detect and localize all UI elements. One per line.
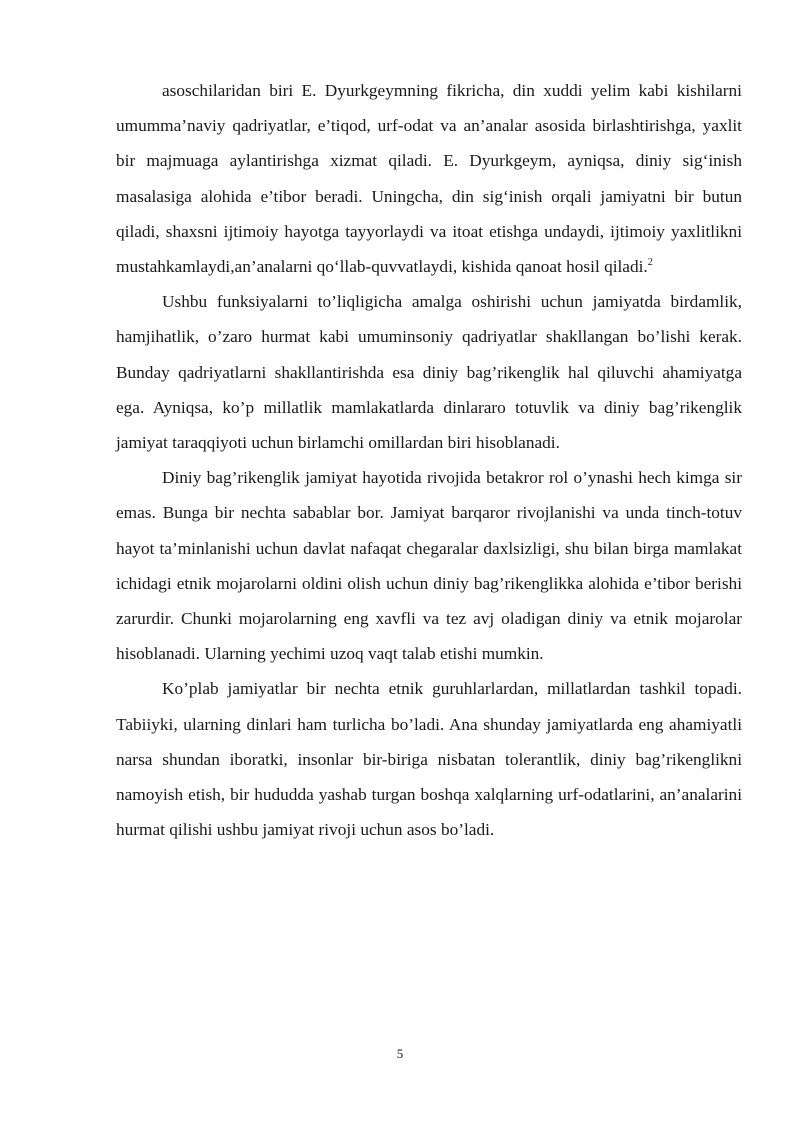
paragraph-1-text: asoschilaridan biri E. Dyurkgeymning fikricha, din xuddi yelim kabi kishilarni umumma’naviy qadriyatlar, e’tiqod, urf-odat va an’analar asosida birlashtirishga, yaxlit bir majmuaga aylantirishga xizmat qiladi. E. Dyurkgeym, ayniqsa, diniy sig‘inish masalasiga alohida e’tibor beradi. Uningcha, din sig‘inish orqali jamiyatni bir butun qiladi, shaxsni ijtimoiy hayotga tayyorlaydi va itoat etishga undaydi, ijtimoiy yaxlitlikni mustahkamlaydi,an’analarni qo‘llab-quvvatlaydi, kishida qanoat hosil qiladi.: [116, 81, 742, 277]
paragraph-3: [116, 460, 742, 671]
footnote-marker[interactable]: 2: [647, 257, 653, 269]
paragraph-3-text: Diniy bag’rikenglik jamiyat hayotida rivojida betakror rol o’ynashi hech kimga sir emas. Bunga bir nechta sabablar bor. Jamiyat barqaror rivojlanishi va unda tinch-totuv hayot ta’minlanishi uchun davlat nafaqat chegaralar daxlsizligi, shu bilan birga mamlakat ichidagi etnik mojarolarni oldini olish uchun diniy bag’rikenglikka alohida e’tibor berishi zarurdir. Chunki mojarolarning eng xavfli va tez avj oladigan diniy va etnik mojarolar hisoblanadi. Ularning yechimi uzoq vaqt talab etishi mumkin.: [116, 468, 742, 664]
paragraph-4-text: Ko’plab jamiyatlar bir nechta etnik guruhlarlardan, millatlardan tashkil topadi. Tabiiyki, ularning dinlari ham turlicha bo’ladi. Ana shunday jamiyatlarda eng ahamiyatli narsa shundan iboratki, insonlar bir-biriga nisbatan tolerantlik, diniy bag’rikenglikni namoyish etish, bir hududda yashab turgan boshqa xalqlarning urf-odatlarini, an’analarini hurmat qilishi ushbu jamiyat rivoji uchun asos bo’ladi.: [116, 679, 742, 840]
paragraph-1: [116, 73, 742, 284]
paragraph-2: [116, 284, 742, 460]
paragraph-4: [116, 671, 742, 847]
paragraph-2-text: Ushbu funksiyalarni to’liqligicha amalga oshirishi uchun jamiyatda birdamlik, hamjihatlik, o’zaro hurmat kabi umuminsoniy qadriyatlar shakllangan bo’lishi kerak. Bunday qadriyatlarni shakllantirishda esa diniy bag’rikenglik hal qiluvchi ahamiyatga ega. Ayniqsa, ko’p millatlik mamlakatlarda dinlararo totuvlik va diniy bag’rikenglik jamiyat taraqqiyoti uchun birlamchi omillardan biri hisoblanadi.: [116, 292, 742, 453]
body-text: [116, 73, 742, 847]
page-number: 5: [396, 1046, 404, 1061]
